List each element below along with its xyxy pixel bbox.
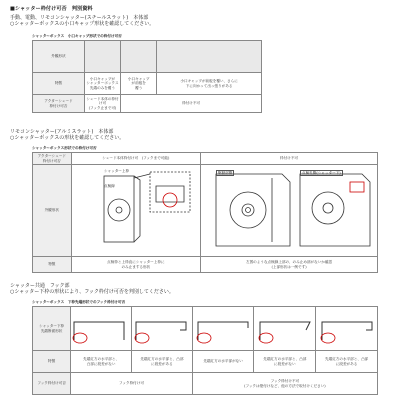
row-label-possibility: アクターシェード 枠付け可否	[33, 153, 72, 165]
feature-1: 小口キャップが シャッターボックス 先端のみを覆う	[84, 73, 120, 95]
section1-table	[32, 40, 262, 113]
feature-ok: 点検枠と上枠直にシャッター上枠に のみ止まする形状	[71, 257, 201, 273]
feature-3: 小口キャップが前板を覆い、さらに 下に向かって出っ張りがある	[157, 73, 262, 95]
row-label-feature: 特徴	[33, 257, 72, 273]
lower-frame-profiles	[70, 310, 378, 350]
callout-upper-frame: シャッター上枠	[104, 169, 130, 173]
section2-table-title: シャッターボックス形状での枠付け可否	[32, 146, 97, 150]
section2-note: ○シャッターボックスの形状を確認してください。	[10, 135, 125, 141]
callout-inspection-line: 点検線	[104, 184, 115, 188]
feature-2: 小口キャップ が前板を 覆う	[121, 73, 157, 95]
feature-2: 先端紅方の水平部と、凸部 に段差がある	[132, 351, 193, 373]
row-label-profile: シャッター下枠 先端断面形状	[33, 307, 71, 351]
section3-heading: シャッター共通 フック部	[10, 283, 70, 289]
possibility-ng: フック枠付け不可 (フックは壁付けなど、他の方法で取付けください)	[192, 373, 377, 395]
cap-image-1	[84, 41, 120, 73]
section1-table-title: シャッターボックス 小口キャップ形状での枠付け可否	[32, 34, 122, 38]
section2-heading: リモコンシャッター(アルミスラット) 本体部	[10, 129, 114, 135]
section3-table-title: シャッターボックス 下枠先端形状でのフック枠付け可否	[32, 300, 126, 304]
label-drive-side: 駆動部側	[218, 171, 233, 175]
section1-heading: 手動、電動、リモコンシャッター(スチールスラット) 本体部	[10, 15, 149, 21]
possibility-ok: フック枠付け可	[71, 373, 193, 395]
possibility-ng: 枠付け不可	[201, 153, 378, 165]
row-label-appearance: 外観形状	[33, 165, 72, 257]
row-label-possibility: フック枠付け可否	[33, 373, 71, 395]
label-inspection-side: 点検孔側(シャッター下)	[302, 171, 341, 175]
possibility-ok: シェード本体の枠付け可 (フック止まで可)	[84, 95, 120, 113]
shutter-box-ng-diagram-2	[296, 168, 376, 252]
cap-image-3	[157, 41, 262, 73]
section1-note: ○シャッターボックスの小口キャップ形状を確認してください。	[10, 21, 155, 27]
possibility-ng: 枠付け不可	[121, 95, 262, 113]
row-label-feature: 特徴	[33, 73, 85, 95]
feature-5: 先端紅方の水平部と、凸部 に段差がある	[316, 351, 378, 373]
feature-3: 先端紅方の水平部がない	[192, 351, 254, 373]
page-title: ■シャッター枠付け可否 判別資料	[10, 6, 93, 12]
section3-note: ○シャッター下枠の形状により、フック枠付け可否を判別してください。	[10, 289, 174, 295]
possibility-ok: シェード本体枠付け可 (フックまで可能)	[71, 153, 201, 165]
feature-4: 先端紅方の水平部と、凸部 に段差がない	[254, 351, 316, 373]
row-label-appearance: 外観形状	[33, 41, 85, 73]
feature-ng: 左図のような点検線上部の、のみ止め部がないか確認 (上部形状は一例です)	[201, 257, 378, 273]
shutter-box-ng-diagram-1	[212, 168, 294, 252]
cap-image-2	[121, 41, 157, 73]
feature-1: 先端紅方の水平部と、 凸部に段差がない	[71, 351, 132, 373]
row-label-feature: 特徴	[33, 351, 71, 373]
shutter-box-ok-diagram	[100, 166, 196, 252]
row-label-possibility: アクターシェード 枠付け可否	[33, 95, 85, 113]
